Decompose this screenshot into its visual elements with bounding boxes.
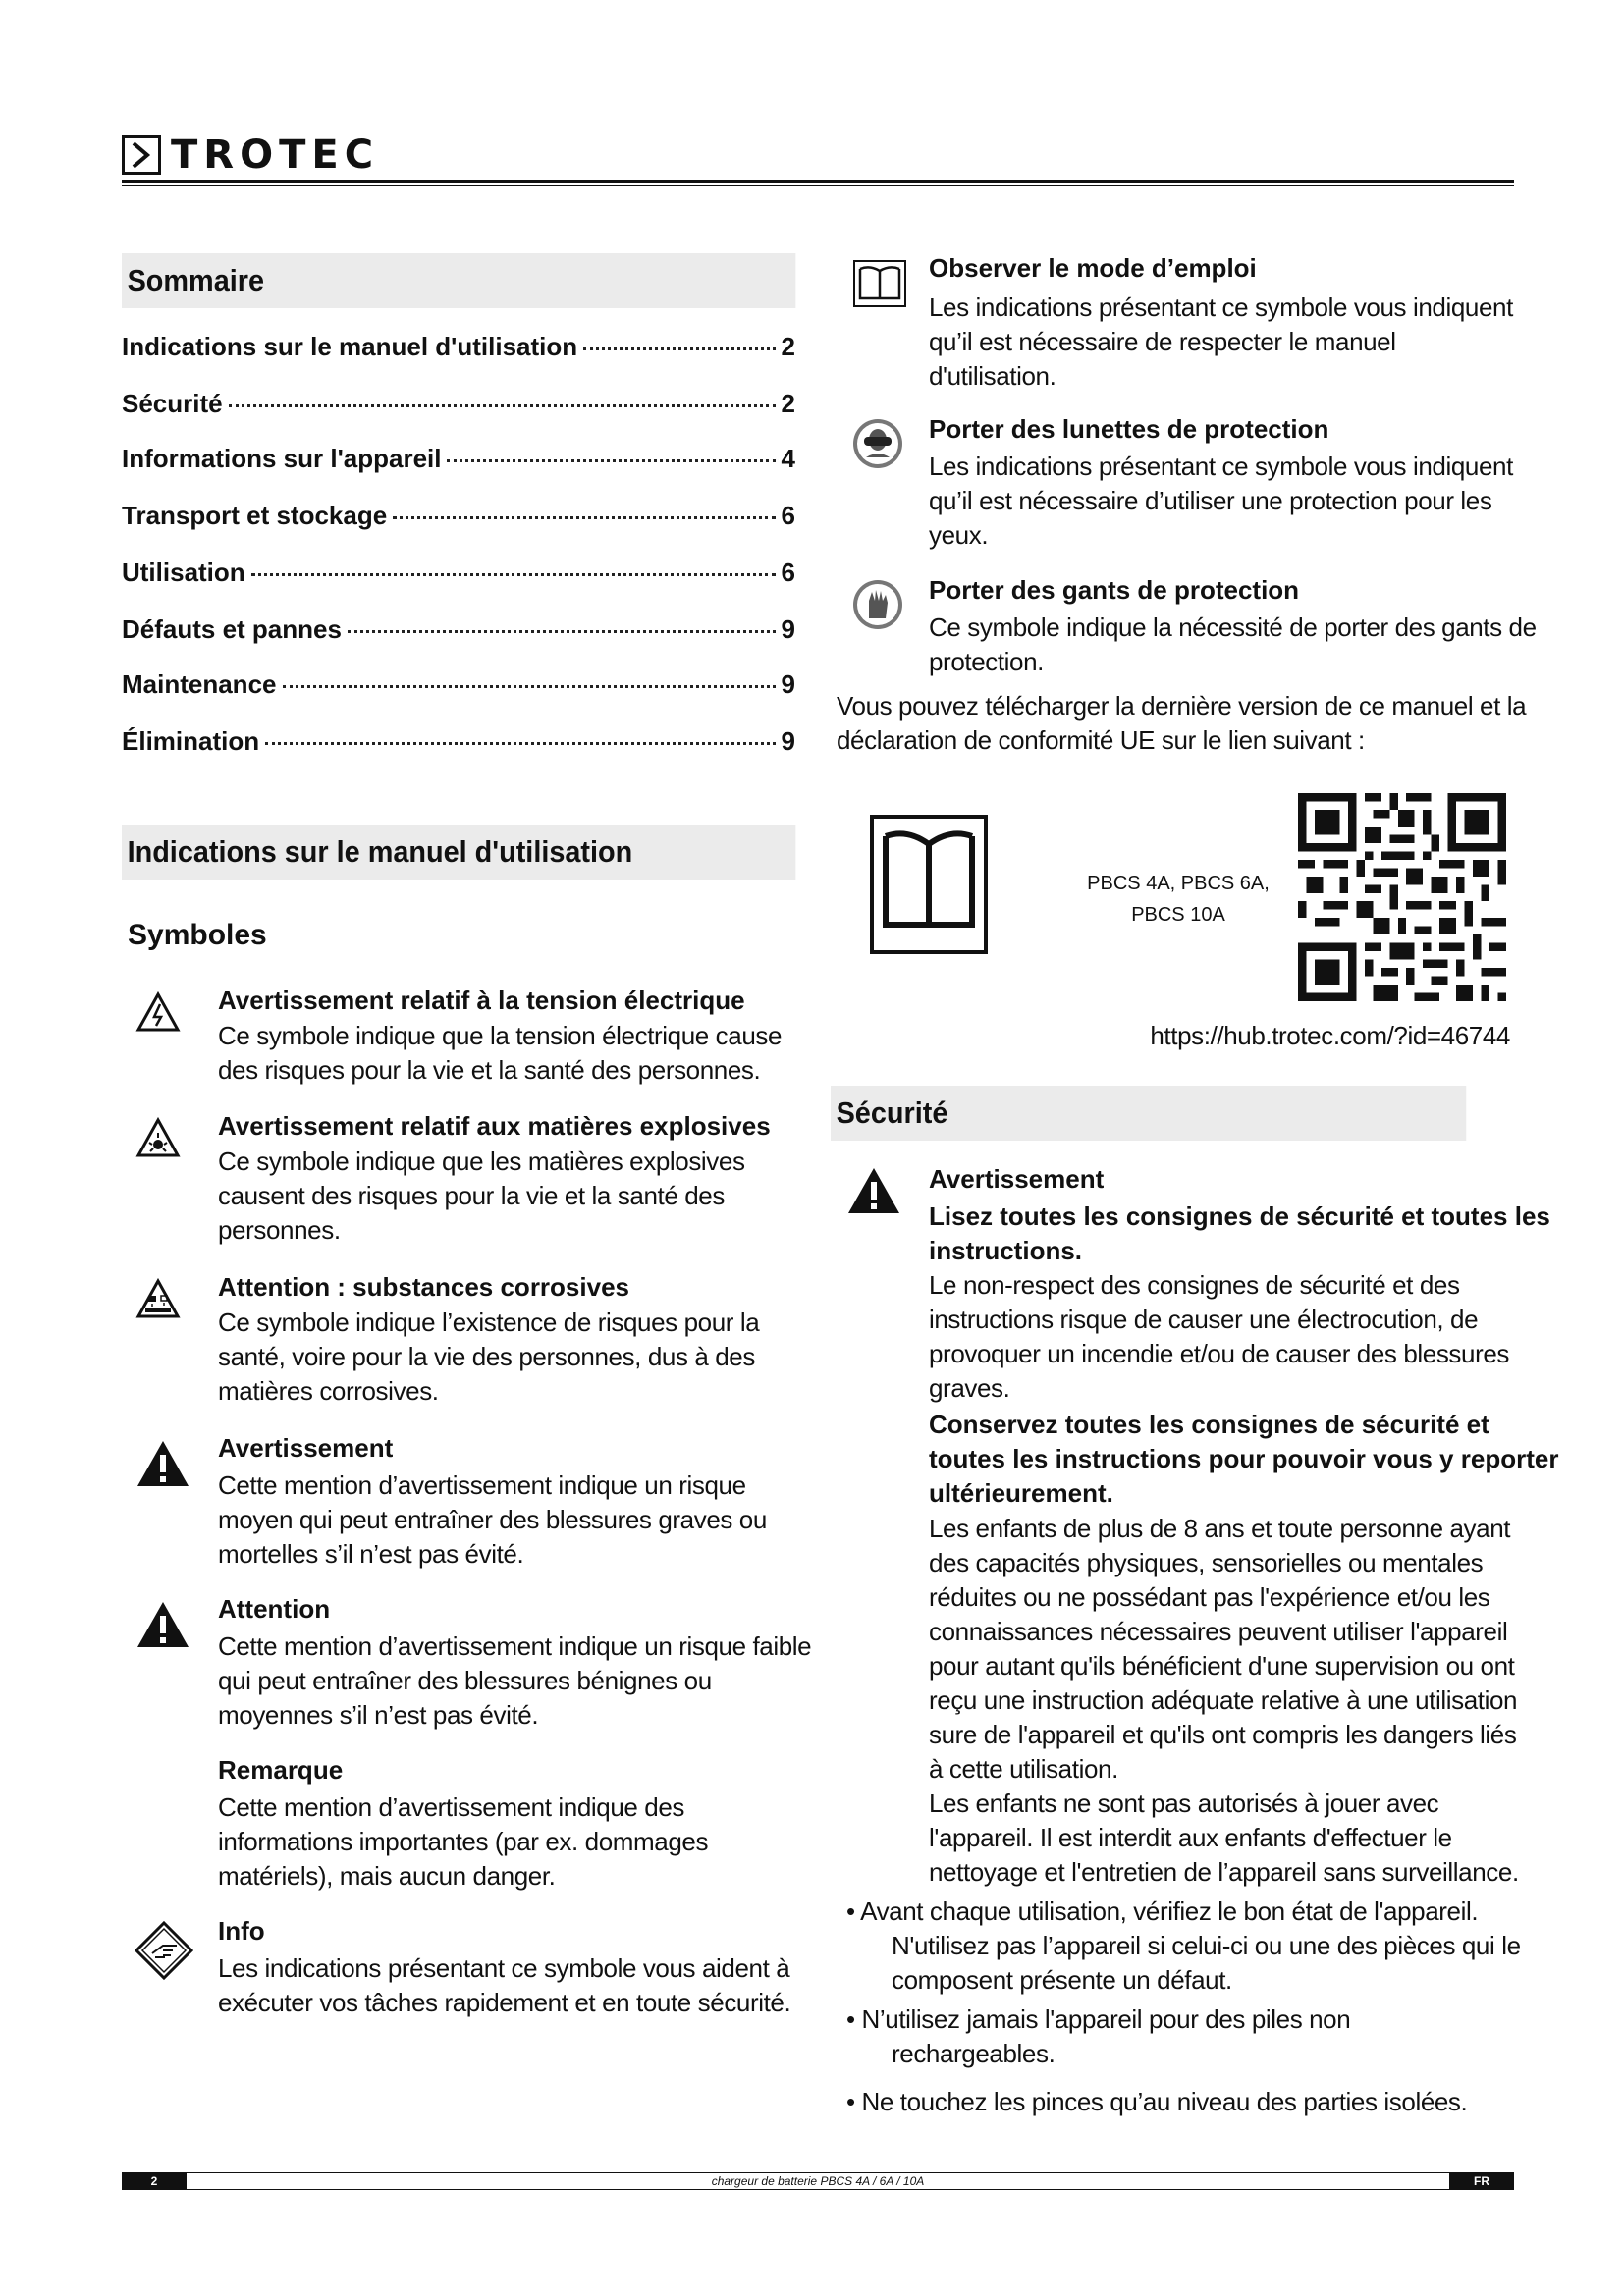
symbol-text: Les indications présentant ce symbole vous indiquent qu’il est nécessaire de respecter le manuel d'utilisation. [929, 293, 1513, 391]
symbol-title: Porter des lunettes de protection [929, 414, 1329, 444]
toc-page: 6 [781, 501, 795, 530]
toc-entry[interactable] [122, 444, 795, 474]
list-item: • Avant chaque utilisation, vérifiez le bon état de l'appareil. N'utilisez pas l’appareil si celui-ci ou une des pièces qui le composent présente un défaut. [846, 1896, 1521, 1995]
trotec-logo [122, 133, 379, 177]
toc-label: Maintenance [122, 669, 277, 699]
toc-label: Informations sur l'appareil [122, 444, 442, 473]
symbol-text: Cette mention d’avertissement indique un risque faible qui peut entraîner des blessures bénignes ou moyennes s’il n’est pas évité. [218, 1631, 812, 1730]
warning-triangle-icon [135, 1439, 190, 1488]
toc-label: Sécurité [122, 389, 223, 418]
symbol-title: Attention : substances corrosives [218, 1272, 629, 1302]
info-hand-icon [134, 1920, 194, 1981]
symbol-text: Les indications présentant ce symbole vous aident à exécuter vos tâches rapidement et en toute sécurité. [218, 1953, 791, 2017]
download-text: Vous pouvez télécharger la dernière version de ce manuel et la déclaration de conformité UE sur le lien suivant : [837, 691, 1527, 755]
security-warning-title: Avertissement [929, 1164, 1105, 1194]
toc-title: Sommaire [127, 263, 264, 297]
toc-entry[interactable] [122, 389, 795, 419]
toc-entry[interactable] [122, 669, 795, 700]
symbol-title: Attention [218, 1594, 331, 1624]
symbol-title: Avertissement relatif à la tension électrique [218, 986, 745, 1015]
symbol-text: Les indications présentant ce symbole vous indiquent qu’il est nécessaire d’utiliser une protection pour les yeux. [929, 452, 1513, 550]
security-bold-2: Conservez toutes les consignes de sécurité et toutes les instructions pour pouvoir vous y reporter ultérieurement. [929, 1410, 1559, 1508]
toc-page: 2 [781, 389, 795, 418]
security-heading [831, 1086, 1466, 1141]
toc-entry[interactable] [122, 726, 795, 757]
symbol-text: Ce symbole indique que les matières explosives causent des risques pour la vie et la santé des personnes. [218, 1147, 745, 1245]
toc-label: Indications sur le manuel d'utilisation [122, 332, 578, 361]
brand-name: TROTEC [171, 133, 380, 178]
symbol-text: Cette mention d’avertissement indique des informations importantes (par ex. dommages matériels), mais aucun danger. [218, 1792, 709, 1891]
manual-heading [122, 825, 795, 880]
logo-chevron-icon [122, 135, 161, 175]
symbols-title: Symboles [128, 919, 267, 951]
list-item: • Ne touchez les pinces qu’au niveau des parties isolées. [846, 2087, 1468, 2116]
symbol-text: Ce symbole indique la nécessité de porter des gants de protection. [929, 613, 1537, 676]
warning-triangle-icon [135, 1600, 190, 1649]
explosive-warning-icon [135, 1117, 181, 1158]
download-url[interactable]: https://hub.trotec.com/?id=46744 [1150, 1021, 1510, 1050]
goggles-icon [852, 418, 903, 469]
symbol-text: Cette mention d’avertissement indique un risque moyen qui peut entraîner des blessures graves ou mortelles s’il n’est pas évité. [218, 1470, 767, 1569]
symbol-title: Porter des gants de protection [929, 575, 1300, 605]
manual-book-icon [852, 259, 907, 308]
header-rule [122, 180, 1514, 183]
symbol-title: Info [218, 1916, 265, 1946]
toc-heading [122, 253, 795, 308]
header-rule-thin [122, 185, 1514, 186]
toc-label: Transport et stockage [122, 501, 388, 530]
toc-label: Utilisation [122, 558, 245, 587]
toc-page: 9 [781, 669, 795, 699]
symbol-title: Observer le mode d’emploi [929, 253, 1257, 283]
footer-doc-title: chargeur de batterie PBCS 4A / 6A / 10A [711, 2174, 925, 2188]
symbol-text: Ce symbole indique que la tension électrique cause des risques pour la vie et la santé des personnes. [218, 1021, 783, 1085]
toc-page: 6 [781, 558, 795, 587]
manual-title: Indications sur le manuel d'utilisation [127, 834, 633, 869]
toc-entry[interactable] [122, 501, 795, 531]
symbol-title: Remarque [218, 1755, 344, 1785]
corrosive-warning-icon [135, 1278, 181, 1319]
qr-code-icon[interactable] [1298, 793, 1506, 1001]
symbol-title: Avertissement relatif aux matières explosives [218, 1111, 771, 1141]
toc-page: 4 [781, 444, 795, 473]
toc-label: Défauts et pannes [122, 614, 342, 644]
gloves-icon [852, 579, 903, 630]
security-text-1: Le non-respect des consignes de sécurité et des instructions risque de causer une électrocution, de provoquer un incendie et/ou de causer des blessures graves. [929, 1270, 1509, 1403]
toc-page: 2 [781, 332, 795, 361]
symbol-title: Avertissement [218, 1433, 394, 1463]
toc-entry[interactable] [122, 614, 795, 645]
toc-page: 9 [781, 726, 795, 756]
warning-triangle-icon [846, 1166, 901, 1215]
toc-page: 9 [781, 614, 795, 644]
toc-label: Élimination [122, 726, 260, 756]
page-number: 2 [122, 2172, 187, 2190]
security-bold-1: Lisez toutes les consignes de sécurité et toutes les instructions. [929, 1201, 1550, 1265]
electric-warning-icon [135, 991, 181, 1033]
model-list: PBCS 4A, PBCS 6A, PBCS 10A [1087, 873, 1270, 926]
symbol-text: Ce symbole indique l’existence de risques pour la santé, voire pour la vie des personnes, dus à des matières corrosives. [218, 1308, 760, 1406]
manual-book-icon [870, 815, 988, 954]
language-badge: FR [1449, 2172, 1514, 2190]
toc-entry[interactable] [122, 558, 795, 588]
security-title: Sécurité [836, 1095, 948, 1130]
list-item: • N’utilisez jamais l'appareil pour des piles non rechargeables. [846, 2004, 1351, 2068]
toc-entry[interactable] [122, 332, 795, 362]
security-text-2: Les enfants de plus de 8 ans et toute personne ayant des capacités physiques, sensorielles ou mentales réduites ou ne possédant pas l'expérience et/ou les connaissances nécessaires peuvent utiliser l'appareil pour autant qu'ils bénéficient d'une supervision ou ont reçu une instruction adéquate relative à une utilisation sure de l'appareil et qu'ils ont compris les dangers liés à cette utilisation. Les enfants ne sont pas autorisés à jouer avec l'appareil. Il est interdit aux enfants d'effectuer le nettoyage et l'entretien de l’appareil sans surveillance. [929, 1514, 1519, 1887]
